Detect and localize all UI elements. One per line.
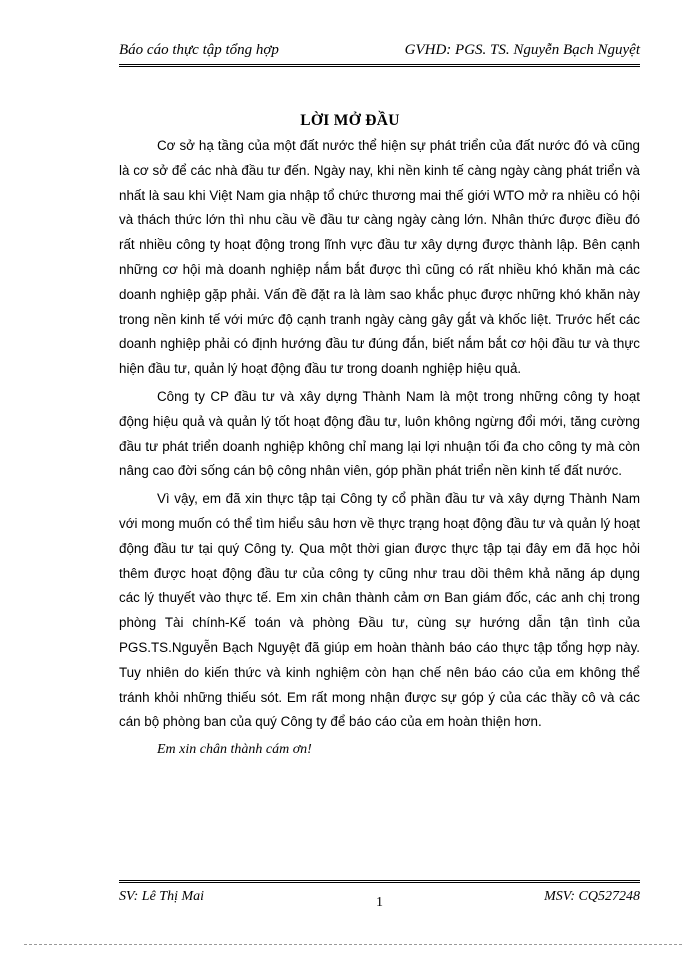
closing-thanks: Em xin chân thành cám ơn!: [157, 742, 312, 758]
document-body: [119, 134, 640, 766]
page-header: [119, 40, 640, 67]
paragraph-internship: Vì vậy, em đã xin thực tập tại Công ty cổ phần đầu tư và xây dựng Thành Nam với mong muốn có thể tìm hiểu sâu hơn về thực trạng hoạt động đầu tư và quản lý hoạt động đầu tư tại quý Công ty. Qua một thời gian được thực tập tại đây em đã học hỏi thêm được hoạt động đầu tư của công ty cũng như trau dồi thêm khả năng áp dụng các lý thuyết vào thực tế. Em xin chân thành cảm ơn Ban giám đốc, các anh chị trong phòng Tài chính-Kế toán và phòng Đầu tư, cùng sự hướng dẫn tận tình của PGS.TS.Nguyễn Bạch Nguyệt đã giúp em hoàn thành báo cáo thực tập tổng hợp này. Tuy nhiên do kiến thức và kinh nghiệm còn hạn chế nên báo cáo của em không thể tránh khỏi những thiếu sót. Em rất mong nhận được sự góp ý của các thầy cô và các cán bộ phòng ban của quý Công ty để báo cáo của em hoàn thiện hơn.: [119, 491, 640, 730]
paragraph-intro: Cơ sở hạ tầng của một đất nước thể hiện sự phát triển của đất nước đó và cũng là cơ sở để các nhà đầu tư đến. Ngày nay, khi nền kinh tế càng ngày càng phát triển và nhất là sau khi Việt Nam gia nhập tổ chức thương mai thế giới WTO mở ra nhiều có hội và thách thức lớn thì nhu cầu về đầu tư càng ngày càng lớn. Nhân thức được điều đó rất nhiều công ty hoạt động trong lĩnh vực đầu tư xây dựng được thành lập. Bên cạnh những cơ hội mà doanh nghiệp nắm bắt được thì cũng có rất nhiều khó khăn mà các doanh nghiệp gặp phải. Vấn đề đặt ra là làm sao khắc phục được những khó khăn này trong nền kinh tế với mức độ cạnh tranh ngày càng gây gắt và khốc liệt. Trước hết các doanh nghiệp phải có định hướng đầu tư đúng đắn, biết nắm bắt cơ hội đầu tư và thực hiện đầu tư, quản lý hoạt động đầu tư trong doanh nghiệp hiệu quả.: [119, 138, 640, 377]
page-title: LỜI MỞ ĐẦU: [300, 112, 400, 129]
page-bottom-divider: [24, 944, 682, 945]
page-number: 1: [376, 895, 383, 910]
header-report-title: Báo cáo thực tập tổng hợp: [119, 42, 279, 58]
page-footer: [119, 880, 640, 909]
paragraph-company: Công ty CP đầu tư và xây dựng Thành Nam là một trong những công ty hoạt động hiệu quả và quản lý tốt hoạt động đầu tư, luôn không ngừng đổi mới, tăng cường đầu tư phát triển doanh nghiệp không chỉ mang lại lợi nhuận tối đa cho công ty mà còn nâng cao đời sống cán bộ công nhân viên, góp phần phát triển nền kinh tế đất nước.: [119, 388, 640, 479]
footer-student-name: SV: Lê Thị Mai: [119, 889, 205, 904]
footer-student-id: MSV: CQ527248: [544, 889, 640, 904]
header-supervisor: GVHD: PGS. TS. Nguyễn Bạch Nguyệt: [404, 42, 640, 58]
